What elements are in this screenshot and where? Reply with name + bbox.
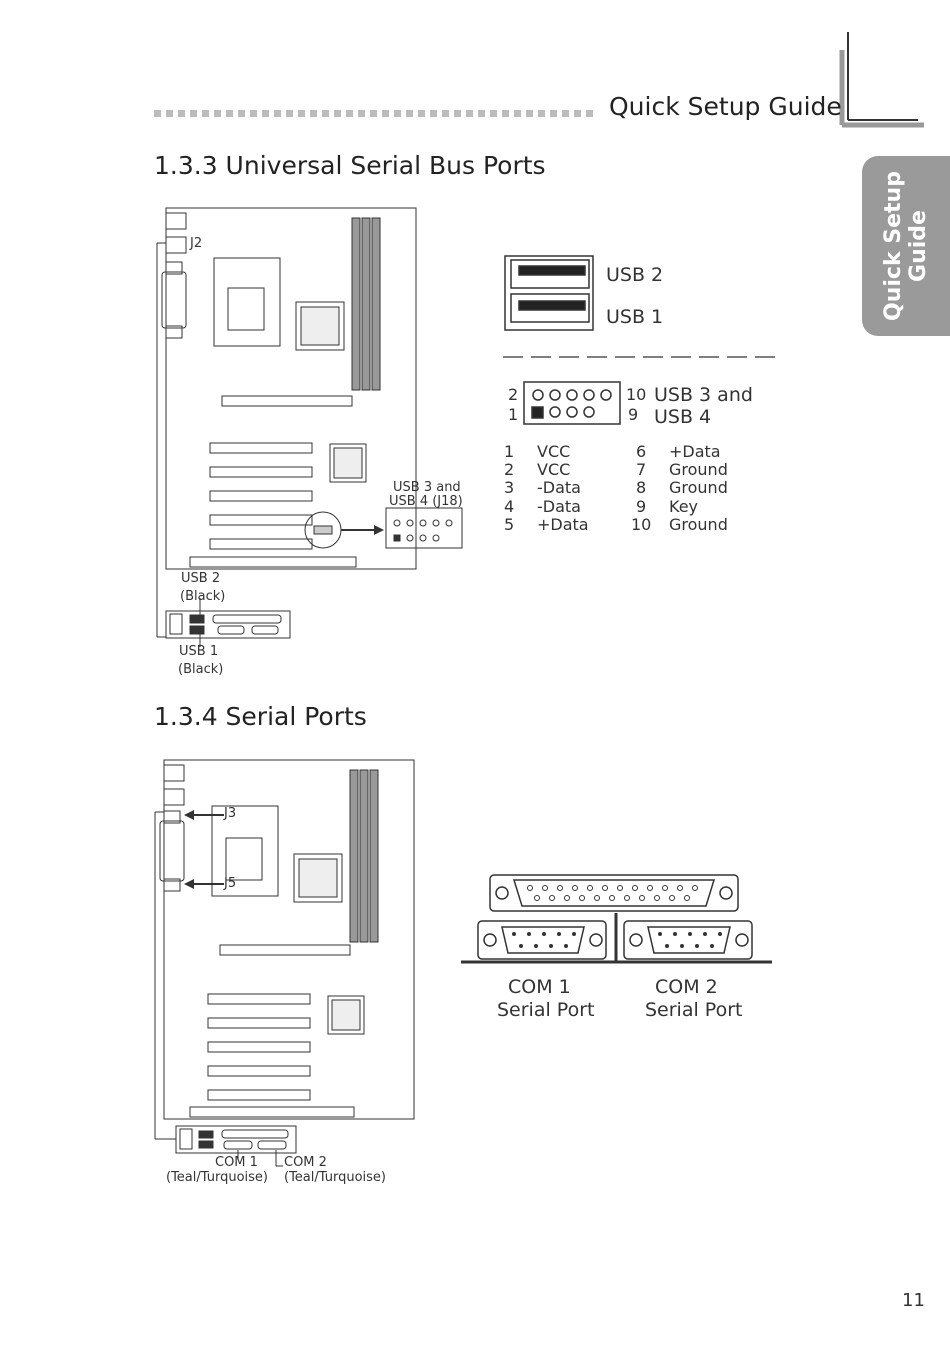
usb34-name-line2: USB 4 xyxy=(654,406,712,428)
pin-num: 10 xyxy=(631,515,652,534)
com2-board-label: COM 2 xyxy=(284,1155,327,1170)
header-pin-10: 10 xyxy=(626,385,647,404)
pin-num: 2 xyxy=(504,460,515,479)
header-pin-9: 9 xyxy=(628,405,639,424)
header-pin-2: 2 xyxy=(508,385,519,404)
pin-signal: -Data xyxy=(537,478,581,497)
pin-signal: +Data xyxy=(537,515,589,534)
com1-port-sublabel: Serial Port xyxy=(497,999,595,1021)
pin-num: 9 xyxy=(636,497,647,516)
usb34-board-label-2: USB 4 (J18) xyxy=(389,494,463,509)
pin-signal: Ground xyxy=(669,515,728,534)
side-tab-line2: Guide xyxy=(906,210,931,282)
page-number: 11 xyxy=(902,1290,925,1311)
com2-board-color: (Teal/Turquoise) xyxy=(284,1170,386,1185)
pin-signal: VCC xyxy=(537,460,571,479)
pin-num: 6 xyxy=(636,442,647,461)
pin-signal: -Data xyxy=(537,497,581,516)
pin-num: 3 xyxy=(504,478,515,497)
pin-num: 4 xyxy=(504,497,515,516)
header-pin-1: 1 xyxy=(508,405,519,424)
com1-board-label: COM 1 xyxy=(215,1155,258,1170)
side-tab-label xyxy=(881,171,931,321)
corner-bracket xyxy=(842,32,924,125)
serial-ports-enlarged xyxy=(461,875,772,962)
pin-num: 8 xyxy=(636,478,647,497)
pin-signal: +Data xyxy=(669,442,721,461)
j3-label: J3 xyxy=(224,806,237,821)
dotted-rule xyxy=(154,110,593,117)
pin-num: 1 xyxy=(504,442,515,461)
side-tab xyxy=(862,156,950,336)
side-tab-line1: Quick Setup xyxy=(881,171,906,321)
j5-label: J5 xyxy=(224,876,237,891)
com1-board-color: (Teal/Turquoise) xyxy=(166,1170,268,1185)
pin-num: 7 xyxy=(636,460,647,479)
serial-section-title: 1.3.4 Serial Ports xyxy=(154,702,367,731)
usb34-board-label-1: USB 3 and xyxy=(393,480,461,495)
usb2-board-label-2: (Black) xyxy=(180,589,226,604)
pin-signal: Ground xyxy=(669,460,728,479)
usb34-name-line1: USB 3 and xyxy=(654,384,753,406)
usb34-header-enlarged xyxy=(524,382,620,424)
usb1-board-label-2: (Black) xyxy=(178,662,224,677)
pin-signal: VCC xyxy=(537,442,571,461)
pin-signal: Ground xyxy=(669,478,728,497)
usb2-board-label-1: USB 2 xyxy=(181,571,221,586)
usb2-port-label: USB 2 xyxy=(606,264,664,286)
pin-num: 5 xyxy=(504,515,515,534)
usb-section-title: 1.3.3 Universal Serial Bus Ports xyxy=(154,151,546,180)
j2-label: J2 xyxy=(190,236,203,251)
usb1-board-label-1: USB 1 xyxy=(179,644,219,659)
com1-port-label: COM 1 xyxy=(508,976,571,998)
usb1-port-label: USB 1 xyxy=(606,306,664,328)
pin-signal: Key xyxy=(669,497,699,516)
com2-port-sublabel: Serial Port xyxy=(645,999,743,1021)
serial-motherboard-diagram xyxy=(155,760,414,1166)
usb-ports-enlarged xyxy=(505,256,593,330)
com2-port-label: COM 2 xyxy=(655,976,718,998)
header-title: Quick Setup Guide xyxy=(609,92,842,121)
